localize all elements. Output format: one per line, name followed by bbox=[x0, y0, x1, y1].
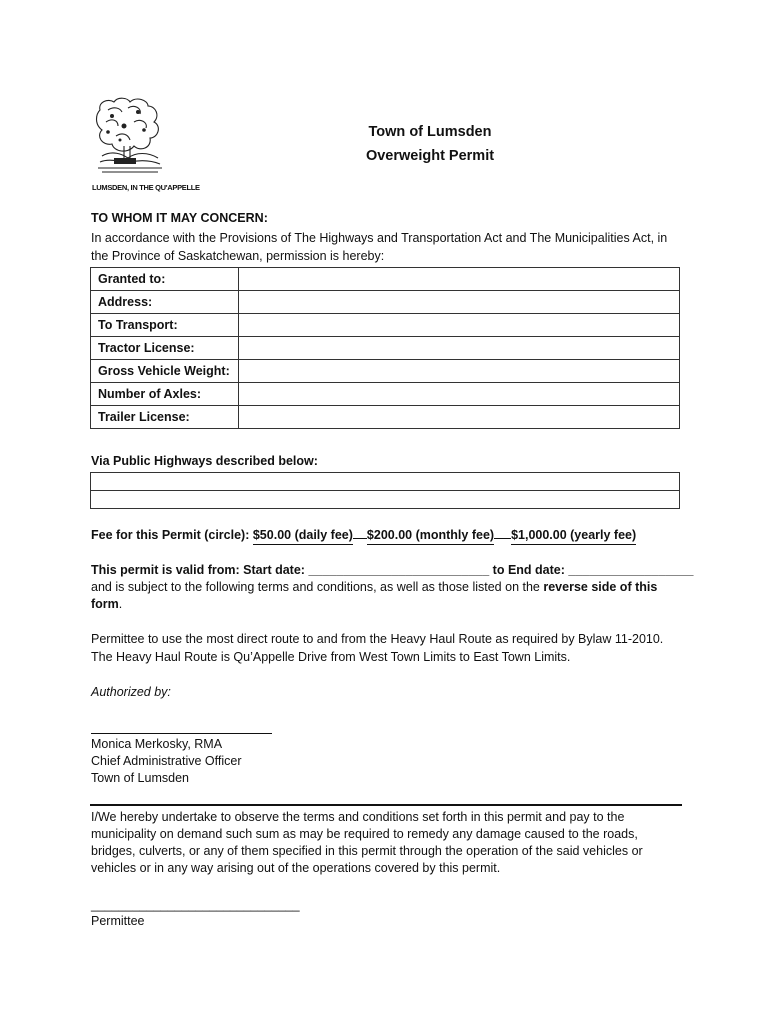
intro-line-1: In accordance with the Provisions of The Highways and Transportation Act and The Municipalities Act, in bbox=[91, 231, 668, 245]
undertaking-line-4: vehicles or in any way arising out of the operations covered by this permit. bbox=[91, 861, 501, 875]
logo-caption: LUMSDEN, IN THE QU'APPELLE bbox=[92, 183, 200, 192]
intro-line-2: the Province of Saskatchewan, permission is hereby: bbox=[91, 249, 385, 263]
number-of-axles-field[interactable] bbox=[239, 383, 680, 406]
permittee-label: Permittee bbox=[91, 914, 145, 928]
highways-label: Via Public Highways described below: bbox=[91, 454, 318, 468]
table-row bbox=[91, 383, 680, 406]
trailer-license-field[interactable] bbox=[239, 406, 680, 429]
end-date-field[interactable]: __________________ bbox=[568, 563, 694, 577]
validity-line-2 bbox=[91, 579, 657, 596]
validity-line bbox=[91, 562, 694, 579]
field-label: Tractor License: bbox=[91, 337, 239, 360]
start-date-field[interactable]: __________________________ bbox=[308, 563, 490, 577]
validity-line-3 bbox=[91, 596, 122, 613]
field-label: Gross Vehicle Weight: bbox=[91, 360, 239, 383]
undertaking-line-1: I/We hereby undertake to observe the terms and conditions set forth in this permit and pay to the bbox=[91, 810, 625, 824]
field-label: Number of Axles: bbox=[91, 383, 239, 406]
document-subtitle: Overweight Permit bbox=[365, 148, 495, 164]
authorizer-name: Monica Merkosky, RMA bbox=[91, 737, 223, 751]
fee-option-monthly[interactable]: $200.00 (monthly fee) bbox=[367, 527, 494, 545]
fee-underline-gap bbox=[494, 538, 511, 539]
validity-prefix: This permit is valid from: bbox=[91, 563, 240, 577]
authorized-by-label: Authorized by: bbox=[91, 685, 171, 699]
table-row bbox=[91, 473, 680, 491]
highway-route-field[interactable] bbox=[91, 491, 680, 509]
fee-option-daily[interactable]: $50.00 (daily fee) bbox=[253, 527, 353, 545]
fee-label: Fee for this Permit (circle): bbox=[91, 528, 250, 542]
form-text: form bbox=[91, 597, 119, 611]
field-label: Granted to: bbox=[91, 268, 239, 291]
reverse-side-text: reverse side of this bbox=[543, 580, 658, 594]
field-label: To Transport: bbox=[91, 314, 239, 337]
table-row bbox=[91, 360, 680, 383]
table-row bbox=[91, 406, 680, 429]
permit-fields-table bbox=[90, 267, 680, 429]
fee-line bbox=[91, 527, 636, 545]
to-transport-field[interactable] bbox=[239, 314, 680, 337]
authorized-signature-line[interactable] bbox=[91, 733, 272, 734]
highways-table bbox=[90, 472, 680, 509]
end-date-label: to End date: bbox=[492, 563, 565, 577]
table-row bbox=[91, 491, 680, 509]
gross-vehicle-weight-field[interactable] bbox=[239, 360, 680, 383]
field-label: Address: bbox=[91, 291, 239, 314]
fee-option-yearly[interactable]: $1,000.00 (yearly fee) bbox=[511, 527, 636, 545]
period: . bbox=[118, 597, 123, 611]
authorizer-position: Chief Administrative Officer bbox=[91, 754, 242, 768]
validity-terms-text: and is subject to the following terms and conditions, as well as those listed on the bbox=[91, 580, 540, 594]
town-logo-image bbox=[94, 96, 166, 180]
field-label: Trailer License: bbox=[91, 406, 239, 429]
highway-route-field[interactable] bbox=[91, 473, 680, 491]
tractor-license-field[interactable] bbox=[239, 337, 680, 360]
fee-underline-gap bbox=[353, 538, 367, 539]
section-divider bbox=[90, 804, 682, 806]
permittee-signature-line[interactable]: ______________________________ bbox=[91, 898, 300, 912]
table-row bbox=[91, 337, 680, 360]
route-line-1: Permittee to use the most direct route to and from the Heavy Haul Route as required by Bylaw 11-2010. bbox=[91, 632, 664, 646]
start-date-label: Start date: bbox=[243, 563, 305, 577]
salutation: TO WHOM IT MAY CONCERN: bbox=[91, 211, 268, 225]
document-title: Town of Lumsden bbox=[368, 124, 492, 140]
route-line-2: The Heavy Haul Route is Qu’Appelle Drive from West Town Limits to East Town Limits. bbox=[91, 650, 571, 664]
table-row bbox=[91, 291, 680, 314]
table-row bbox=[91, 314, 680, 337]
undertaking-line-3: bridges, culverts, or any of them specified in this permit through the operation of the said vehicles or bbox=[91, 844, 643, 858]
address-field[interactable] bbox=[239, 291, 680, 314]
undertaking-line-2: municipality on demand such sum as may be required to remedy any damage caused to the roads, bbox=[91, 827, 638, 841]
table-row bbox=[91, 268, 680, 291]
authorizer-organization: Town of Lumsden bbox=[91, 771, 189, 785]
granted-to-field[interactable] bbox=[239, 268, 680, 291]
